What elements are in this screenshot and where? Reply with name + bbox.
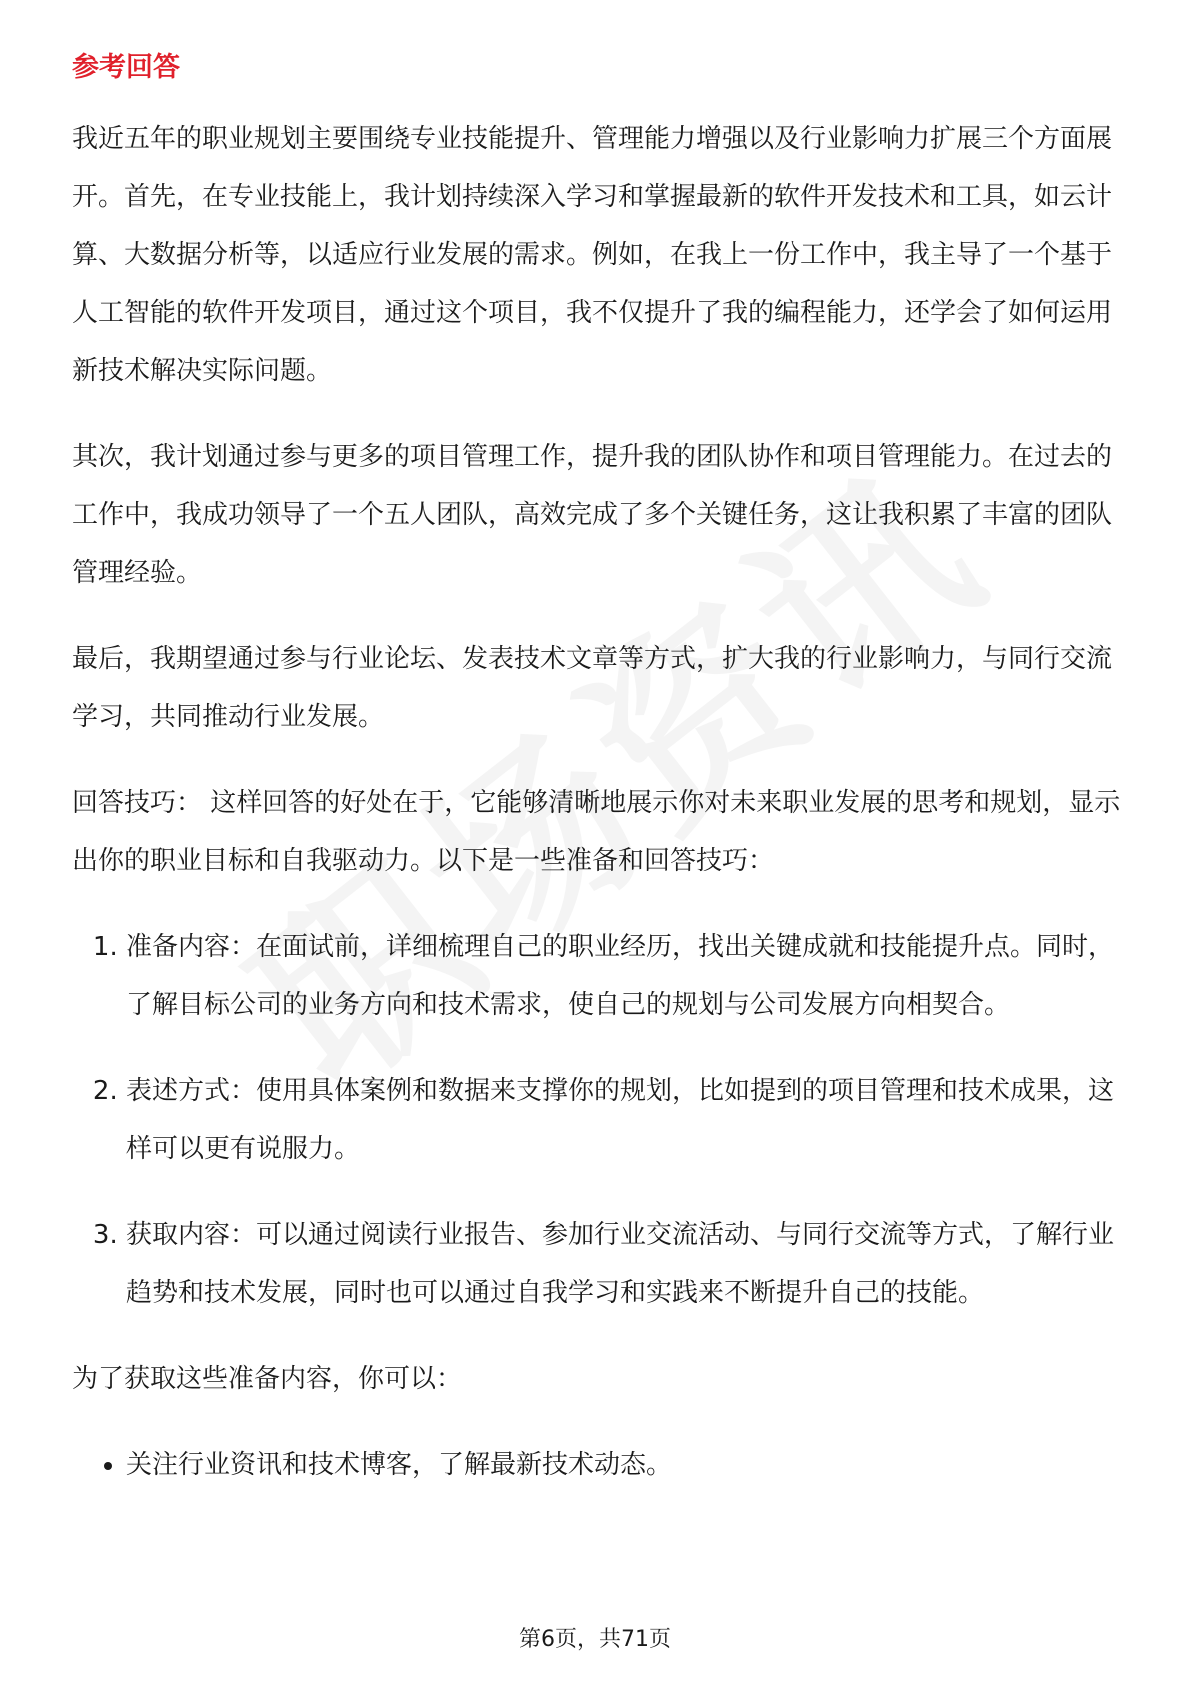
tip-item-1: 1. 准备内容：在面试前，详细梳理自己的职业经历，找出关键成就和技能提升点。同时，了解目标公司的业务方向和技术需求，使自己的规划与公司发展方向相契合。 <box>126 918 1128 1034</box>
prep-bullet-1: • 关注行业资讯和技术博客，了解最新技术动态。 <box>126 1436 1128 1494</box>
tips-list <box>72 918 1128 1322</box>
answer-paragraph-3: 最后，我期望通过参与行业论坛、发表技术文章等方式，扩大我的行业影响力，与同行交流学习，共同推动行业发展。 <box>72 644 1113 732</box>
section-title: 参考回答 <box>72 52 180 83</box>
content-area <box>72 48 1128 1494</box>
tips-intro-paragraph: 回答技巧： 这样回答的好处在于，它能够清晰地展示你对未来职业发展的思考和规划，显示出你的职业目标和自我驱动力。以下是一些准备和回答技巧： <box>72 788 1121 876</box>
answer-paragraph-1: 我近五年的职业规划主要围绕专业技能提升、管理能力增强以及行业影响力扩展三个方面展开。首先，在专业技能上，我计划持续深入学习和掌握最新的软件开发技术和工具，如云计算、大数据分析等，以适应行业发展的需求。例如，在我上一份工作中，我主导了一个基于人工智能的软件开发项目，通过这个项目，我不仅提升了我的编程能力，还学会了如何运用新技术解决实际问题。 <box>72 124 1113 386</box>
tip-item-2: 2. 表述方式：使用具体案例和数据来支撑你的规划，比如提到的项目管理和技术成果，这样可以更有说服力。 <box>126 1062 1128 1178</box>
tip-item-3: 3. 获取内容：可以通过阅读行业报告、参加行业交流活动、与同行交流等方式，了解行业趋势和技术发展，同时也可以通过自我学习和实践来不断提升自己的技能。 <box>126 1206 1128 1322</box>
prep-intro: 为了获取这些准备内容，你可以： <box>72 1364 463 1394</box>
page-number-footer: 第6页，共71页 <box>519 1627 671 1652</box>
answer-paragraph-2: 其次，我计划通过参与更多的项目管理工作，提升我的团队协作和项目管理能力。在过去的工作中，我成功领导了一个五人团队，高效完成了多个关键任务，这让我积累了丰富的团队管理经验。 <box>72 442 1113 588</box>
prep-bullet-list <box>72 1436 1128 1494</box>
